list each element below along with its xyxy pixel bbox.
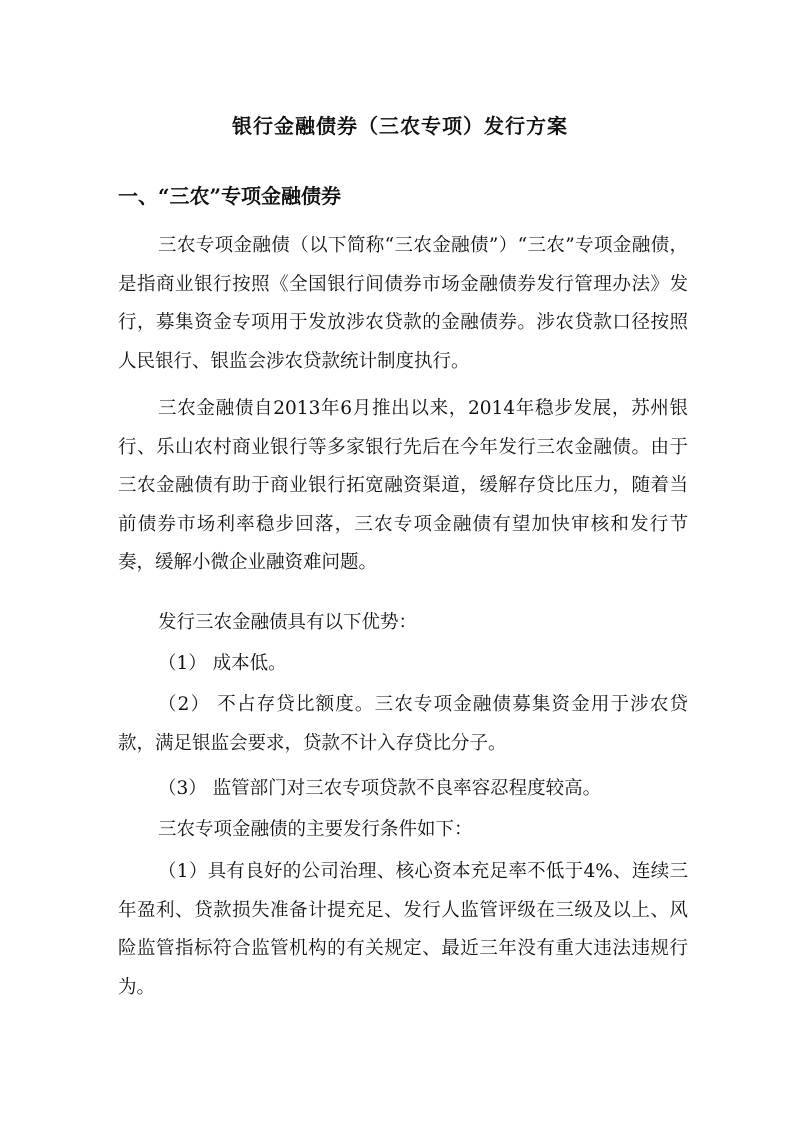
advantage-item-2: （2） 不占存贷比额度。三农专项金融债募集资金用于涉农贷款，满足银监会要求，贷款不计入存贷比分子。 bbox=[118, 694, 688, 754]
paragraph-development: 三农金融债自2013年6月推出以来，2014年稳步发展，苏州银 行、乐山农村商业银行等多家银行先后在今年发行三农金融债。由于 三农金融债有助于商业银行拓宽融资渠道，缓解存贷比压力，随着当前债券市场利率稳步回落，三农专项金融债有望加快审核和发行节奏，缓解小微企业融资难问题。 bbox=[118, 398, 688, 573]
paragraph-conditions-intro: 三农专项金融债的主要发行条件如下： bbox=[158, 819, 473, 840]
condition-item-1: （1）具有良好的公司治理、核心资本充足率不低于4%、连续三年盈利、贷款损失准备计提充足、发行人监管评级在三级及以上、风险监管指标符合监管机构的有关规定、最近三年没有重大违法违规行为。 bbox=[118, 861, 688, 998]
section-heading: 一、“三农”专项金融债券 bbox=[118, 184, 342, 208]
advantage-item-1: （1） 成本低。 bbox=[158, 653, 287, 674]
paragraph-definition: 三农专项金融债（以下简称“三农金融债”）“三农”专项金融债， 是指商业银行按照《全国银行间债券市场金融债券发行管理办法》发 行，募集资金专项用于发放涉农贷款的金融债券。涉农贷款口径按照 人民银行、银监会涉农贷款统计制度执行。 bbox=[118, 235, 688, 372]
paragraph-advantages-intro: 发行三农金融债具有以下优势： bbox=[158, 612, 418, 633]
advantage-item-3: （3） 监管部门对三农专项贷款不良率容忍程度较高。 bbox=[158, 778, 602, 799]
document-title: 银行金融债券（三农专项）发行方案 bbox=[232, 114, 568, 138]
